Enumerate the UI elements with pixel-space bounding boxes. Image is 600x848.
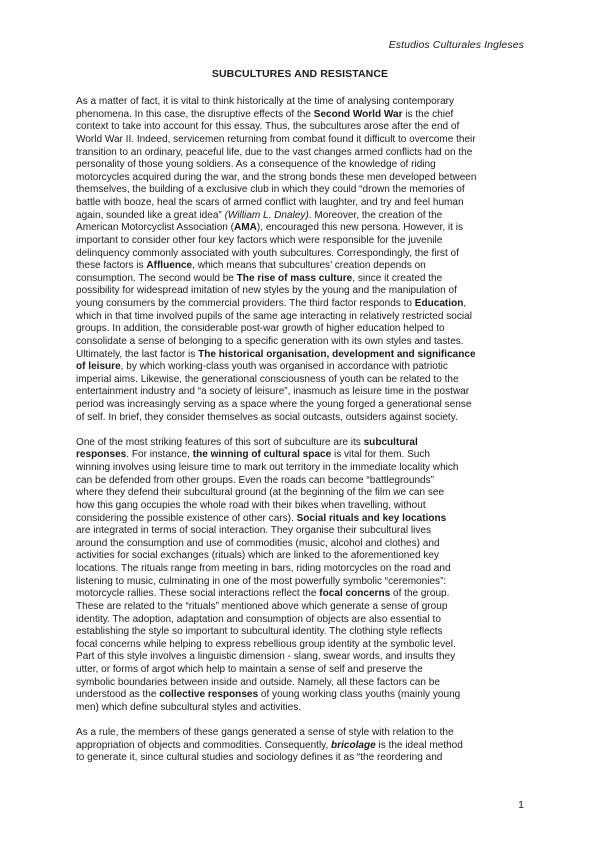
text-line <box>76 614 530 627</box>
text-run: phenomena. In this case, the disruptive effects of the <box>76 108 314 120</box>
text-line <box>76 184 530 197</box>
text-run: American Motorcyclist Association ( <box>76 222 235 234</box>
emphasis-run: responses <box>76 449 127 461</box>
text-line <box>76 399 530 412</box>
emphasis-run: Affluence <box>146 260 193 272</box>
text-line <box>76 550 530 563</box>
body-paragraph <box>76 437 530 715</box>
text-line <box>76 248 530 261</box>
emphasis-run: (William L. Dnaley) <box>224 209 309 221</box>
emphasis-run: The historical organisation, development and significance <box>198 348 476 360</box>
text-run: of self. In brief, they consider themselves as social outcasts, outsiders against society. <box>76 411 458 423</box>
text-run: where they defend their subcultural ground (at the beginning of the film we can see <box>76 487 445 499</box>
text-line <box>76 235 530 248</box>
text-run: activities for social exchanges (rituals) which are linked to the aforementioned key <box>76 550 439 562</box>
text-line <box>76 449 530 462</box>
text-run: winning involves using leisure time to mark out territory in the immediate locality which <box>76 462 459 474</box>
document-title: SUBCULTURES AND RESISTANCE <box>211 68 389 80</box>
text-line <box>76 601 530 614</box>
text-run: , since it created the <box>352 272 443 284</box>
text-line <box>76 109 530 122</box>
text-line <box>76 689 530 702</box>
text-run: themselves, the building of a exclusive club in which they could “drown the memories of <box>76 184 465 196</box>
text-run: symbolic boundaries between inside and outside. Namely, all these factors can be <box>76 676 440 688</box>
text-line <box>76 159 530 172</box>
text-run: listening to music, culminating in one of the most powerfully symbolic “ceremonies”: <box>76 575 447 587</box>
text-run: around the consumption and use of commodities (music, alcohol and clothes) and <box>76 537 440 549</box>
text-line <box>76 285 530 298</box>
text-line <box>76 260 530 273</box>
text-run: , <box>463 298 467 309</box>
text-run: . Moreover, the creation of the <box>308 209 443 221</box>
text-line <box>76 197 530 210</box>
text-run: , which means that subcultures’ creation depends on <box>192 260 426 272</box>
text-run: are integrated in terms of social interaction. They organise their subcultural lives <box>76 525 431 537</box>
text-run: important to consider other four key factors which were responsible for the juvenile <box>76 234 443 246</box>
text-run: possibility for widespread imitation of new styles by the young and the manipulation of <box>76 285 457 297</box>
text-line <box>76 273 530 286</box>
text-line <box>76 437 530 450</box>
text-line <box>76 727 530 740</box>
text-line <box>76 336 530 349</box>
text-line <box>76 538 530 551</box>
text-run: which in that time involved pupils of the same age interacting in relatively restricted social <box>76 310 472 322</box>
text-line <box>76 361 530 374</box>
text-line <box>76 752 530 765</box>
text-run: again, sounded like a great idea” <box>76 209 225 221</box>
text-line <box>76 576 530 589</box>
text-run: As a matter of fact, it is vital to think historically at the time of analysing contemporary <box>76 96 455 107</box>
text-line <box>76 172 530 185</box>
text-run: young consumers by the commercial providers. The third factor responds to <box>76 298 415 309</box>
text-line <box>76 349 530 362</box>
text-line <box>76 639 530 652</box>
text-line <box>76 134 530 147</box>
text-run: period was increasingly serving as a space where the young forged a generational sense <box>76 399 472 410</box>
running-header: Estudios Culturales Ingleses <box>388 39 524 51</box>
emphasis-run: subcultural <box>363 436 418 448</box>
text-run: of the group. <box>390 588 450 600</box>
page-number: 1 <box>518 799 524 811</box>
text-line <box>76 664 530 677</box>
text-run: these factors is <box>76 260 147 272</box>
text-line <box>76 677 530 690</box>
text-line <box>76 147 530 160</box>
text-run: As a rule, the members of these gangs generated a sense of style with relation to the <box>76 727 454 739</box>
text-line <box>76 311 530 324</box>
emphasis-run: focal concerns <box>319 588 391 600</box>
text-run: is the ideal method <box>375 739 463 751</box>
text-line <box>76 121 530 134</box>
text-run: delinquency commonly associated with youth subcultures. Correspondingly, the first of <box>76 247 459 259</box>
emphasis-run: Education <box>414 298 464 309</box>
text-line <box>76 651 530 664</box>
emphasis-run: of leisure <box>76 361 121 373</box>
text-run: focal concerns while helping to express rebellious group identity at the symbolic level. <box>76 638 456 650</box>
text-run: considering the possible existence of other cars). <box>76 512 297 524</box>
text-run: personality of those young soldiers. As a consequence of the knowledge of riding <box>76 159 436 171</box>
emphasis-run: AMA <box>234 222 257 234</box>
text-line <box>76 487 530 500</box>
text-line <box>76 626 530 639</box>
text-run: groups. In addition, the considerable post-war growth of higher education helped to <box>76 323 445 335</box>
text-run: . For instance, <box>126 449 193 461</box>
text-run: World War II. Indeed, servicemen returning from combat found it difficult to overcome their <box>76 133 476 145</box>
body-paragraph <box>76 727 530 765</box>
text-run: establishing the style so important to subcultural identity. The clothing style reflects <box>76 626 443 638</box>
emphasis-run: bricolage <box>331 739 376 751</box>
text-run: battle with booze, heal the scars of armed conflict with laughter, and try and feel human <box>76 197 464 208</box>
text-line <box>76 412 530 425</box>
text-line <box>76 298 530 311</box>
text-line <box>76 222 530 235</box>
text-run: understood as the <box>76 689 160 701</box>
text-run: locations. The rituals range from meeting in bars, riding motorcycles on the road and <box>76 563 451 575</box>
text-run: ), encouraged this new persona. However, it is <box>256 222 463 234</box>
emphasis-run: Social rituals and key locations <box>296 512 447 524</box>
text-run: to generate it, since cultural studies and sociology defines it as “the reordering and <box>76 752 443 764</box>
text-run: motorcycle rallies. These social interactions reflect the <box>76 588 320 600</box>
text-run: is vital for them. Such <box>331 449 431 461</box>
text-line <box>76 374 530 387</box>
text-line <box>76 588 530 601</box>
emphasis-run: The rise of mass culture <box>236 272 353 284</box>
text-run: These are related to the “rituals” mentioned above which generate a sense of group <box>76 600 448 612</box>
text-line <box>76 96 530 109</box>
text-run: utter, or forms of argot which help to maintain a sense of self and preserve the <box>76 664 423 676</box>
text-run: entertainment industry and “a society of leisure”, inasmuch as leisure time in the postwar <box>76 386 470 398</box>
text-line <box>76 740 530 753</box>
text-line <box>76 563 530 576</box>
text-run: Part of this style involves a linguistic dimension - slang, swear words, and insults they <box>76 651 456 663</box>
text-line <box>76 210 530 223</box>
text-run: is the chief <box>402 108 454 120</box>
text-line <box>76 500 530 513</box>
emphasis-run: Second World War <box>313 108 403 120</box>
text-run: consumption. The second would be <box>76 272 237 284</box>
text-run: appropriation of objects and commodities. Consequently, <box>76 739 332 751</box>
text-line <box>76 702 530 715</box>
text-run: consolidate a sense of belonging to a specific generation with its own styles and tastes. <box>76 335 464 347</box>
text-run: how this gang occupies the whole road with their bikes when travelling, without <box>76 499 426 511</box>
text-run: , by which working-class youth was organised in accordance with patriotic <box>120 361 448 373</box>
text-run: motorcycles acquired during the war, and the strong bonds these men developed between <box>76 171 477 183</box>
text-run: of young working class youths (mainly young <box>258 689 461 701</box>
text-line <box>76 513 530 526</box>
text-run: identity. The adoption, adaptation and consumption of objects are also essential to <box>76 613 441 625</box>
text-line <box>76 323 530 336</box>
text-run: context to take into account for this essay. Thus, the subcultures arose after the end of <box>76 121 460 133</box>
text-run: Ultimately, the last factor is <box>76 348 199 360</box>
text-run: men) which define subcultural styles and activities. <box>76 701 302 713</box>
text-line <box>76 525 530 538</box>
text-run: can be defended from other groups. Even the roads can become “battlegrounds” <box>76 474 435 486</box>
text-line <box>76 475 530 488</box>
text-line <box>76 386 530 399</box>
text-run: imperial aims. Likewise, the generational consciousness of youth can be related to the <box>76 373 459 385</box>
document-body <box>76 96 530 778</box>
emphasis-run: collective responses <box>159 689 259 701</box>
text-line <box>76 462 530 475</box>
emphasis-run: the winning of cultural space <box>192 449 332 461</box>
body-paragraph <box>76 96 530 424</box>
text-run: One of the most striking features of this sort of subculture are its <box>76 436 364 448</box>
text-run: transition to an ordinary, peaceful life, due to the vast changes armed conflicts had on the <box>76 146 473 158</box>
